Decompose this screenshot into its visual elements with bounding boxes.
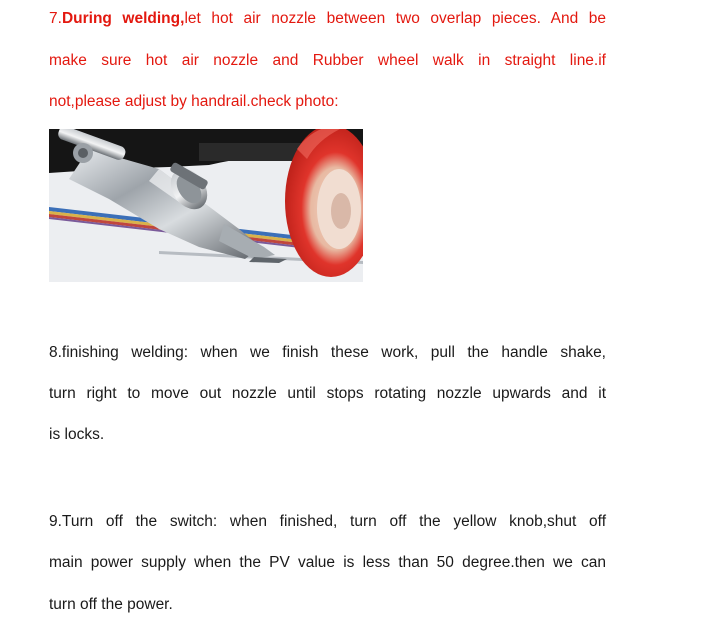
step9-line3: turn off the power. [49, 596, 173, 613]
step7-line3: not,please adjust by handrail.check photo: [49, 93, 339, 110]
welding-nozzle-photo-icon [49, 129, 363, 282]
step8-line3: is locks. [49, 426, 105, 443]
step8-line1: 8.finishing welding: when we finish these work, pull the handle shake, [49, 344, 606, 361]
step9-line1: 9.Turn off the switch: when finished, turn off the yellow knob,shut off [49, 513, 606, 530]
step7-number: 7. [49, 10, 62, 27]
step7-bold-lead: During welding, [61, 10, 185, 27]
step7-line1 [49, 9, 606, 29]
welding-photo [49, 129, 363, 282]
step7-line1-rest: let hot air nozzle between two overlap pieces. And be [184, 10, 606, 27]
step9-line2: main power supply when the PV value is less than 50 degree.then we can [49, 554, 606, 571]
step8-line2: turn right to move out nozzle until stops rotating nozzle upwards and it [49, 385, 606, 402]
step7-line2: make sure hot air nozzle and Rubber wheel walk in straight line.if [49, 52, 606, 69]
